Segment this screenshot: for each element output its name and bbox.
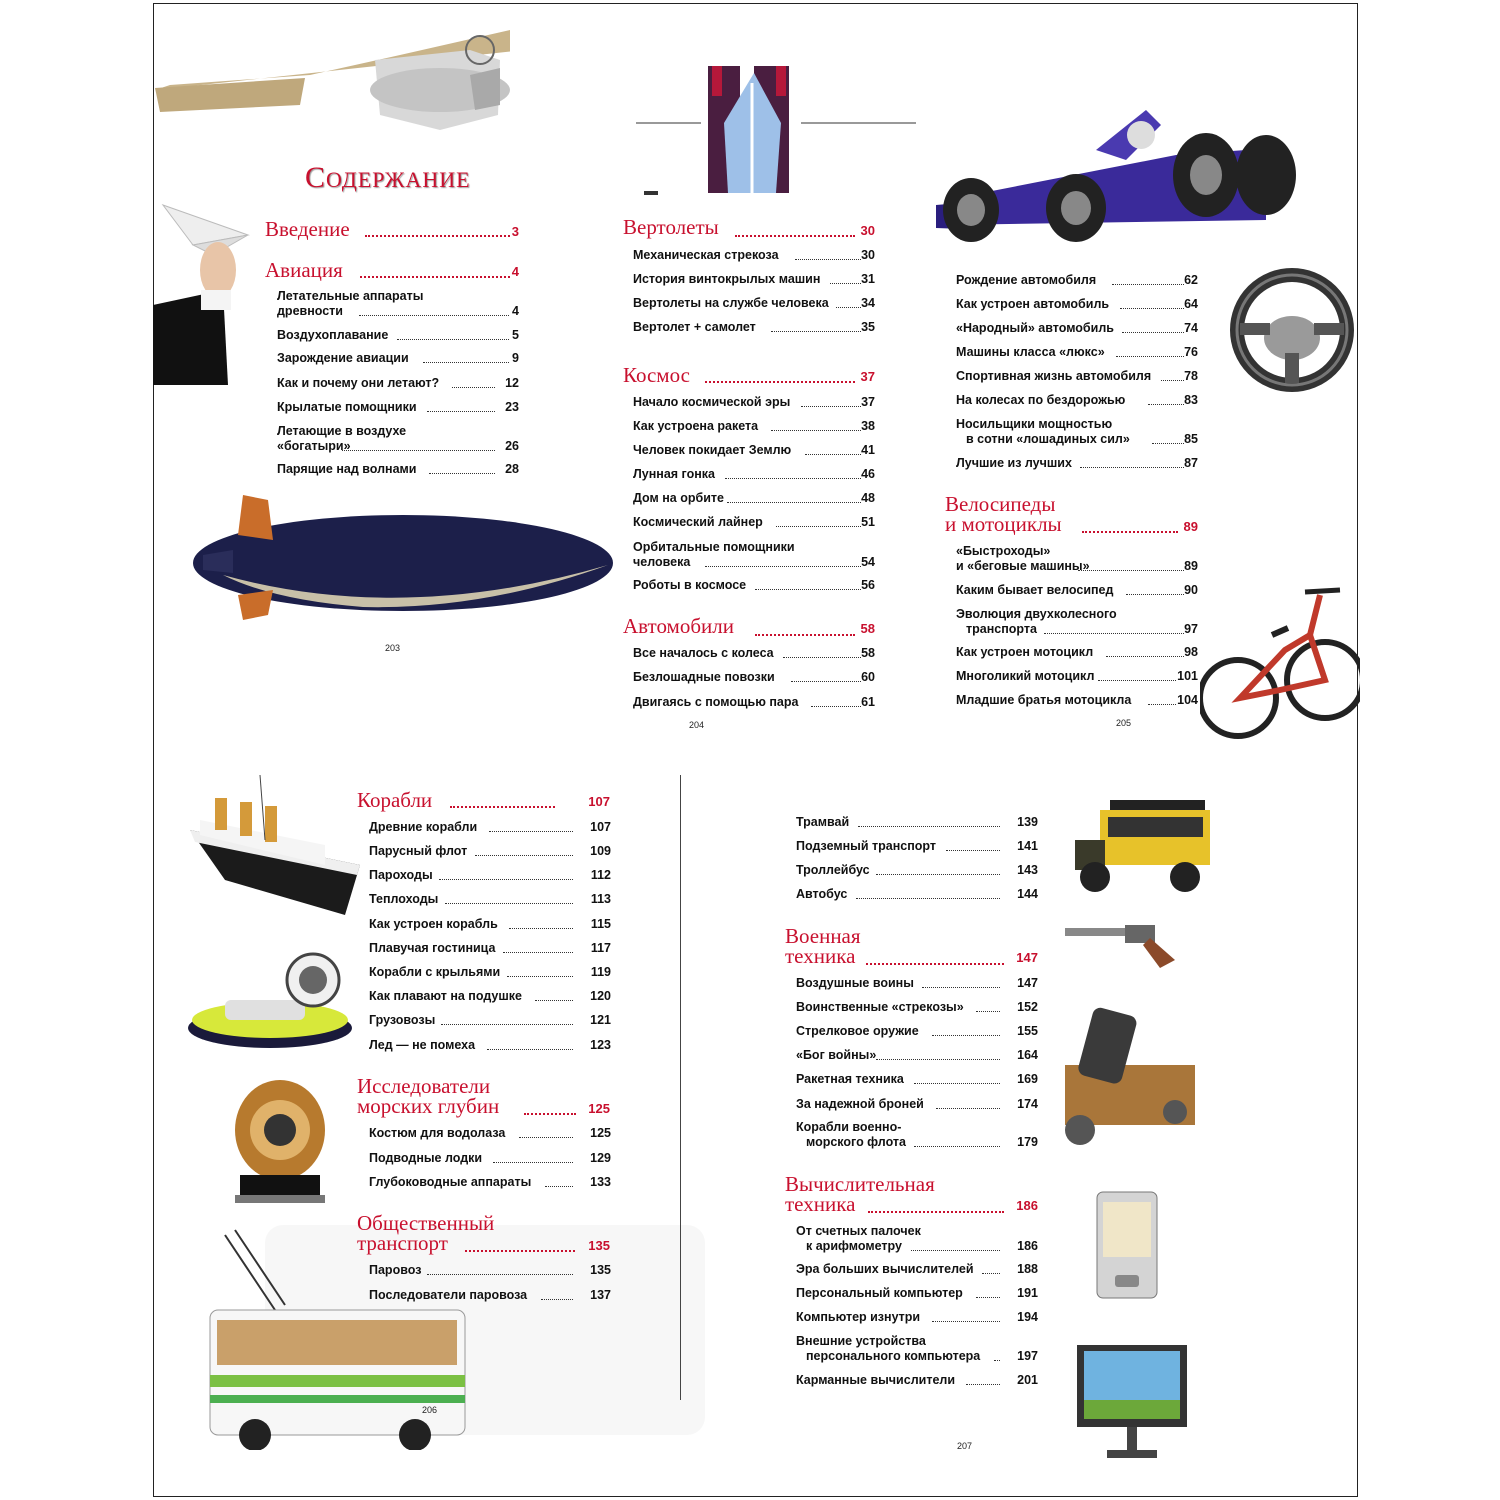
toc-entry: Корабли с крыльями 119 xyxy=(369,965,611,979)
toc-entry: Человек покидает Землю 41 xyxy=(633,443,875,457)
toc-entry: Троллейбус 143 xyxy=(796,863,1038,877)
toc-entry: За надежной броней 174 xyxy=(796,1097,1038,1111)
toc-entry: Дом на орбите 48 xyxy=(633,491,875,505)
section-title-obshchestvenny: Общественный транспорт xyxy=(357,1211,495,1255)
toc-entry: Крылатые помощники 23 xyxy=(277,400,519,414)
section-title-issledovateli: Исследователи морских глубин xyxy=(357,1074,500,1118)
toc-entry: Теплоходы 113 xyxy=(369,892,611,906)
toc-entry: «Народный» автомобиль 74 xyxy=(956,321,1198,335)
toc-entry: Грузовозы 121 xyxy=(369,1013,611,1027)
section-title-vychislitelnaya: Вычислительная техника xyxy=(785,1172,935,1216)
airship-illustration xyxy=(183,495,613,625)
section-leader xyxy=(866,963,1004,965)
toc-entry: Внешние устройства персонального компьютера 197 xyxy=(796,1334,1038,1363)
toc-entry: Как устроена ракета 38 xyxy=(633,419,875,433)
section-leader xyxy=(365,235,510,237)
toc-entry: «Быстроходы» и «беговые машины» 89 xyxy=(956,544,1198,573)
toc-entry: Автобус 144 xyxy=(796,887,1038,901)
seaplane-illustration xyxy=(150,20,510,140)
section-page-velosipedy: 89 xyxy=(1183,519,1198,534)
toc-entry: Подземный транспорт 141 xyxy=(796,839,1038,853)
toc-entry: Как устроен автомобиль 64 xyxy=(956,297,1198,311)
section-page-vertolety: 30 xyxy=(860,223,875,238)
section-title-vertolety: Вертолеты xyxy=(623,215,719,239)
toc-entry: Все началось с колеса 58 xyxy=(633,646,875,660)
toc-entry: Персональный компьютер 191 xyxy=(796,1286,1038,1300)
toc-entry: Плавучая гостиница 117 xyxy=(369,941,611,955)
revolver-illustration xyxy=(1065,920,1180,970)
rocket-launch-illustration xyxy=(636,63,916,198)
toc-entry: Роботы в космосе 56 xyxy=(633,578,875,592)
toc-entry: Пароходы 112 xyxy=(369,868,611,882)
toc-entry: Многоликий мотоцикл 101 xyxy=(956,669,1198,683)
section-title-avtomobili: Автомобили xyxy=(623,614,734,638)
paper-plane-hand-illustration xyxy=(153,195,253,385)
page-number: 205 xyxy=(1116,718,1132,728)
toc-entry: Воинственные «стрекозы» 152 xyxy=(796,1000,1038,1014)
toc-entry: Корабли военно- морского флота 179 xyxy=(796,1120,1038,1149)
section-title-kosmos: Космос xyxy=(623,363,690,387)
toc-entry: Глубоководные аппараты 133 xyxy=(369,1175,611,1189)
toc-entry: Вертолет + самолет 35 xyxy=(633,320,875,334)
toc-entry: Лунная гонка 46 xyxy=(633,467,875,481)
toc-entry: Как плавают на подушке 120 xyxy=(369,989,611,1003)
section-title-velosipedy: Велосипеды и мотоциклы xyxy=(945,492,1062,536)
toc-entry: Лед — не помеха 123 xyxy=(369,1038,611,1052)
toc-entry: Как и почему они летают? 12 xyxy=(277,376,519,390)
toc-entry: Летающие в воздухе «богатыри» 26 xyxy=(277,424,519,453)
monitor-illustration xyxy=(1072,1345,1192,1465)
contents-heading: СОДЕРЖАНИЕ xyxy=(305,161,471,194)
toc-entry: Эволюция двухколесного транспорта 97 xyxy=(956,607,1198,636)
section-page-voennaya: 147 xyxy=(1016,950,1038,965)
section-page-avtomobili: 58 xyxy=(860,621,875,636)
toc-entry: Каким бывает велосипед 90 xyxy=(956,583,1198,597)
steering-wheel-illustration xyxy=(1230,268,1355,393)
ocean-liner-illustration xyxy=(185,770,365,920)
page-number: 207 xyxy=(957,1441,973,1451)
toc-entry: На колесах по бездорожью 83 xyxy=(956,393,1198,407)
toc-entry: Рождение автомобиля 62 xyxy=(956,273,1198,287)
vintage-bus-illustration xyxy=(1070,795,1215,895)
section-leader xyxy=(755,634,855,636)
page-number: 206 xyxy=(422,1405,438,1415)
section-leader xyxy=(465,1250,575,1252)
section-leader xyxy=(735,235,855,237)
section-page-obshchestvenny: 135 xyxy=(588,1238,610,1253)
race-car-illustration xyxy=(936,100,1306,250)
section-title-vvedenie: Введение xyxy=(265,217,350,241)
toc-entry: Воздушные воины 147 xyxy=(796,976,1038,990)
toc-entry: Орбитальные помощники человека 54 xyxy=(633,540,875,569)
toc-entry: Космический лайнер 51 xyxy=(633,515,875,529)
section-leader xyxy=(1082,531,1178,533)
section-page-issledovateli: 125 xyxy=(588,1101,610,1116)
diving-helmet-illustration xyxy=(225,1070,335,1205)
toc-entry: Ракетная техника 169 xyxy=(796,1072,1038,1086)
section-page-korabli: 107 xyxy=(588,794,610,809)
toc-entry: Безлошадные повозки 60 xyxy=(633,670,875,684)
toc-entry: Носильщики мощностью в сотни «лошадиных сил» 85 xyxy=(956,417,1198,446)
toc-entry: Подводные лодки 129 xyxy=(369,1151,611,1165)
toc-entry: Машины класса «люкс» 76 xyxy=(956,345,1198,359)
section-title-aviatsiya: Авиация xyxy=(265,258,343,282)
page-divider xyxy=(680,775,681,1400)
toc-entry: Последователи паровоза 137 xyxy=(369,1288,611,1302)
toc-entry: «Бог войны» 164 xyxy=(796,1048,1038,1062)
section-leader xyxy=(524,1113,576,1115)
toc-entry: Летательные аппараты древности 4 xyxy=(277,289,519,318)
toc-entry: Вертолеты на службе человека 34 xyxy=(633,296,875,310)
section-leader xyxy=(360,276,510,278)
toc-entry: Начало космической эры 37 xyxy=(633,395,875,409)
section-title-korabli: Корабли xyxy=(357,788,433,812)
section-page-vvedenie: 3 xyxy=(511,224,519,239)
toc-entry: Как устроен мотоцикл 98 xyxy=(956,645,1198,659)
toc-entry: История винтокрылых машин 31 xyxy=(633,272,875,286)
toc-entry: Парусный флот 109 xyxy=(369,844,611,858)
toc-entry: Эра больших вычислителей 188 xyxy=(796,1262,1038,1276)
toc-entry: Трамвай 139 xyxy=(796,815,1038,829)
toc-entry: Парящие над волнами 28 xyxy=(277,462,519,476)
toc-entry: Двигаясь с помощью пара 61 xyxy=(633,695,875,709)
section-leader xyxy=(705,381,855,383)
pocket-computer-illustration xyxy=(1095,1190,1160,1302)
hovercraft-illustration xyxy=(185,950,355,1050)
toc-entry: Зарождение авиации 9 xyxy=(277,351,519,365)
section-page-aviatsiya: 4 xyxy=(511,264,519,279)
toc-entry: Лучшие из лучших 87 xyxy=(956,456,1198,470)
section-leader xyxy=(450,806,555,808)
toc-entry: Стрелковое оружие 155 xyxy=(796,1024,1038,1038)
toc-entry: Как устроен корабль 115 xyxy=(369,917,611,931)
toc-entry: Воздухоплавание 5 xyxy=(277,328,519,342)
toc-entry: Паровоз 135 xyxy=(369,1263,611,1277)
toc-entry: Механическая стрекоза 30 xyxy=(633,248,875,262)
page-number: 203 xyxy=(385,643,401,653)
section-leader xyxy=(868,1211,1004,1213)
cannon-illustration xyxy=(1055,1000,1200,1150)
section-title-voennaya: Военная техника xyxy=(785,924,861,968)
section-page-kosmos: 37 xyxy=(860,369,875,384)
toc-entry: Костюм для водолаза 125 xyxy=(369,1126,611,1140)
toc-entry: Младшие братья мотоцикла 104 xyxy=(956,693,1198,707)
section-page-vychislitelnaya: 186 xyxy=(1016,1198,1038,1213)
toc-entry: Древние корабли 107 xyxy=(369,820,611,834)
bicycle-illustration xyxy=(1200,580,1360,750)
page-number: 204 xyxy=(689,720,705,730)
toc-entry: Компьютер изнутри 194 xyxy=(796,1310,1038,1324)
toc-entry: Спортивная жизнь автомобиля 78 xyxy=(956,369,1198,383)
toc-entry: Карманные вычислители 201 xyxy=(796,1373,1038,1387)
toc-entry: От счетных палочек к арифмометру 186 xyxy=(796,1224,1038,1253)
